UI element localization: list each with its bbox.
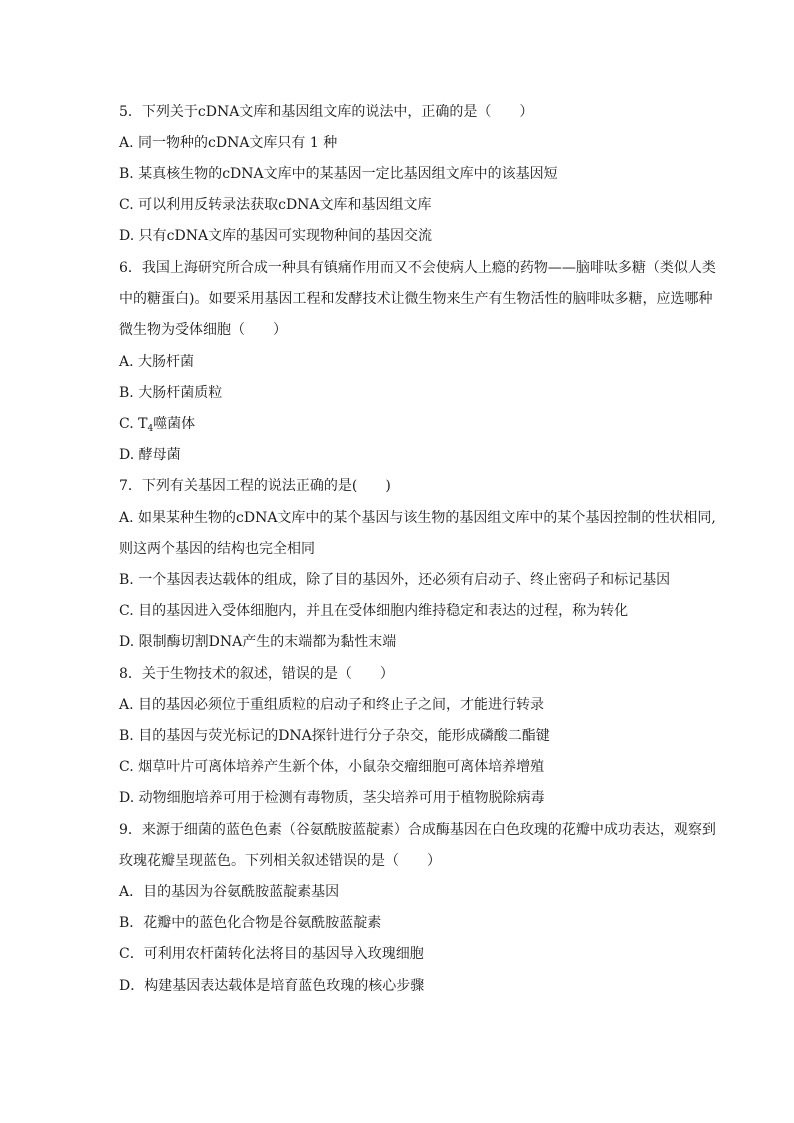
question-6-option-b: B. 大肠杆菌质粒 xyxy=(119,385,223,401)
question-7-option-a-line-1: A. 如果某种生物的cDNA文库中的某个基因与该生物的基因组文库中的某个基因控制的性状相同, xyxy=(119,510,716,526)
question-5-option-a: A. 同一物种的cDNA文库只有 1 种 xyxy=(119,135,338,151)
question-6-stem-line-3: 微生物为受体细胞（ ） xyxy=(119,322,287,338)
option-c-suffix: 噬菌体 xyxy=(153,416,196,432)
question-8-option-c: C. 烟草叶片可离体培养产生新个体，小鼠杂交瘤细胞可离体培养增殖 xyxy=(119,759,545,775)
question-6-option-d: D. 酵母菌 xyxy=(119,447,181,463)
question-5-option-d: D. 只有cDNA文库的基因可实现物种间的基因交流 xyxy=(119,228,433,244)
question-8-option-b: B. 目的基因与荧光标记的DNA探针进行分子杂交，能形成磷酸二酯键 xyxy=(119,728,550,744)
question-5-option-b: B. 某真核生物的cDNA文库中的某基因一定比基因组文库中的该基因短 xyxy=(119,166,558,182)
question-7-option-d: D. 限制酶切割DNA产生的末端都为黏性末端 xyxy=(119,634,397,650)
question-5-option-c: C. 可以利用反转录法获取cDNA文库和基因组文库 xyxy=(119,197,432,213)
question-6-option-c xyxy=(119,415,734,438)
question-9-option-b: B．花瓣中的蓝色化合物是谷氨酰胺蓝靛素 xyxy=(119,915,382,931)
question-6-stem-line-1: 6．我国上海研究所合成一种具有镇痛作用而又不会使病人上瘾的药物——脑啡呔多糖（类似人类 xyxy=(119,260,716,276)
question-6-option-a: A. 大肠杆菌 xyxy=(119,354,195,370)
question-5-stem: 5．下列关于cDNA文库和基因组文库的说法中，正确的是（ ） xyxy=(119,104,534,120)
question-8-option-d: D. 动物细胞培养可用于检测有毒物质，茎尖培养可用于植物脱除病毒 xyxy=(119,790,545,806)
question-9-stem-line-2: 玫瑰花瓣呈现蓝色。下列相关叙述错误的是（ ） xyxy=(119,853,441,869)
option-c-subscript: 4 xyxy=(147,424,154,434)
question-7-option-b: B. 一个基因表达载体的组成，除了目的基因外，还必须有启动子、终止密码子和标记基因 xyxy=(119,572,671,588)
question-8-option-a: A. 目的基因必须位于重组质粒的启动子和终止子之间，才能进行转录 xyxy=(119,697,545,713)
option-c-prefix: C. T xyxy=(119,416,148,432)
question-9-option-d: D．构建基因表达载体是培育蓝色玫瑰的核心步骤 xyxy=(119,978,425,994)
question-7-stem: 7．下列有关基因工程的说法正确的是( ) xyxy=(119,478,391,494)
question-7-option-c: C. 目的基因进入受体细胞内，并且在受体细胞内维持稳定和表达的过程，称为转化 xyxy=(119,603,629,619)
question-7-option-a-line-2: 则这两个基因的结构也完全相同 xyxy=(119,541,315,557)
question-6-stem-line-2: 中的糖蛋白)。如要采用基因工程和发酵技术让微生物来生产有生物活性的脑啡呔多糖，应选哪种 xyxy=(119,291,713,307)
question-8-stem: 8．关于生物技术的叙述，错误的是（ ） xyxy=(119,666,394,682)
question-9-stem-line-1: 9．来源于细菌的蓝色色素（谷氨酰胺蓝靛素）合成酶基因在白色玫瑰的花瓣中成功表达，观察到 xyxy=(119,822,716,838)
question-9-option-a: A．目的基因为谷氨酰胺蓝靛素基因 xyxy=(119,884,340,900)
question-9-option-c: C．可利用农杆菌转化法将目的基因导入玫瑰细胞 xyxy=(119,946,424,962)
